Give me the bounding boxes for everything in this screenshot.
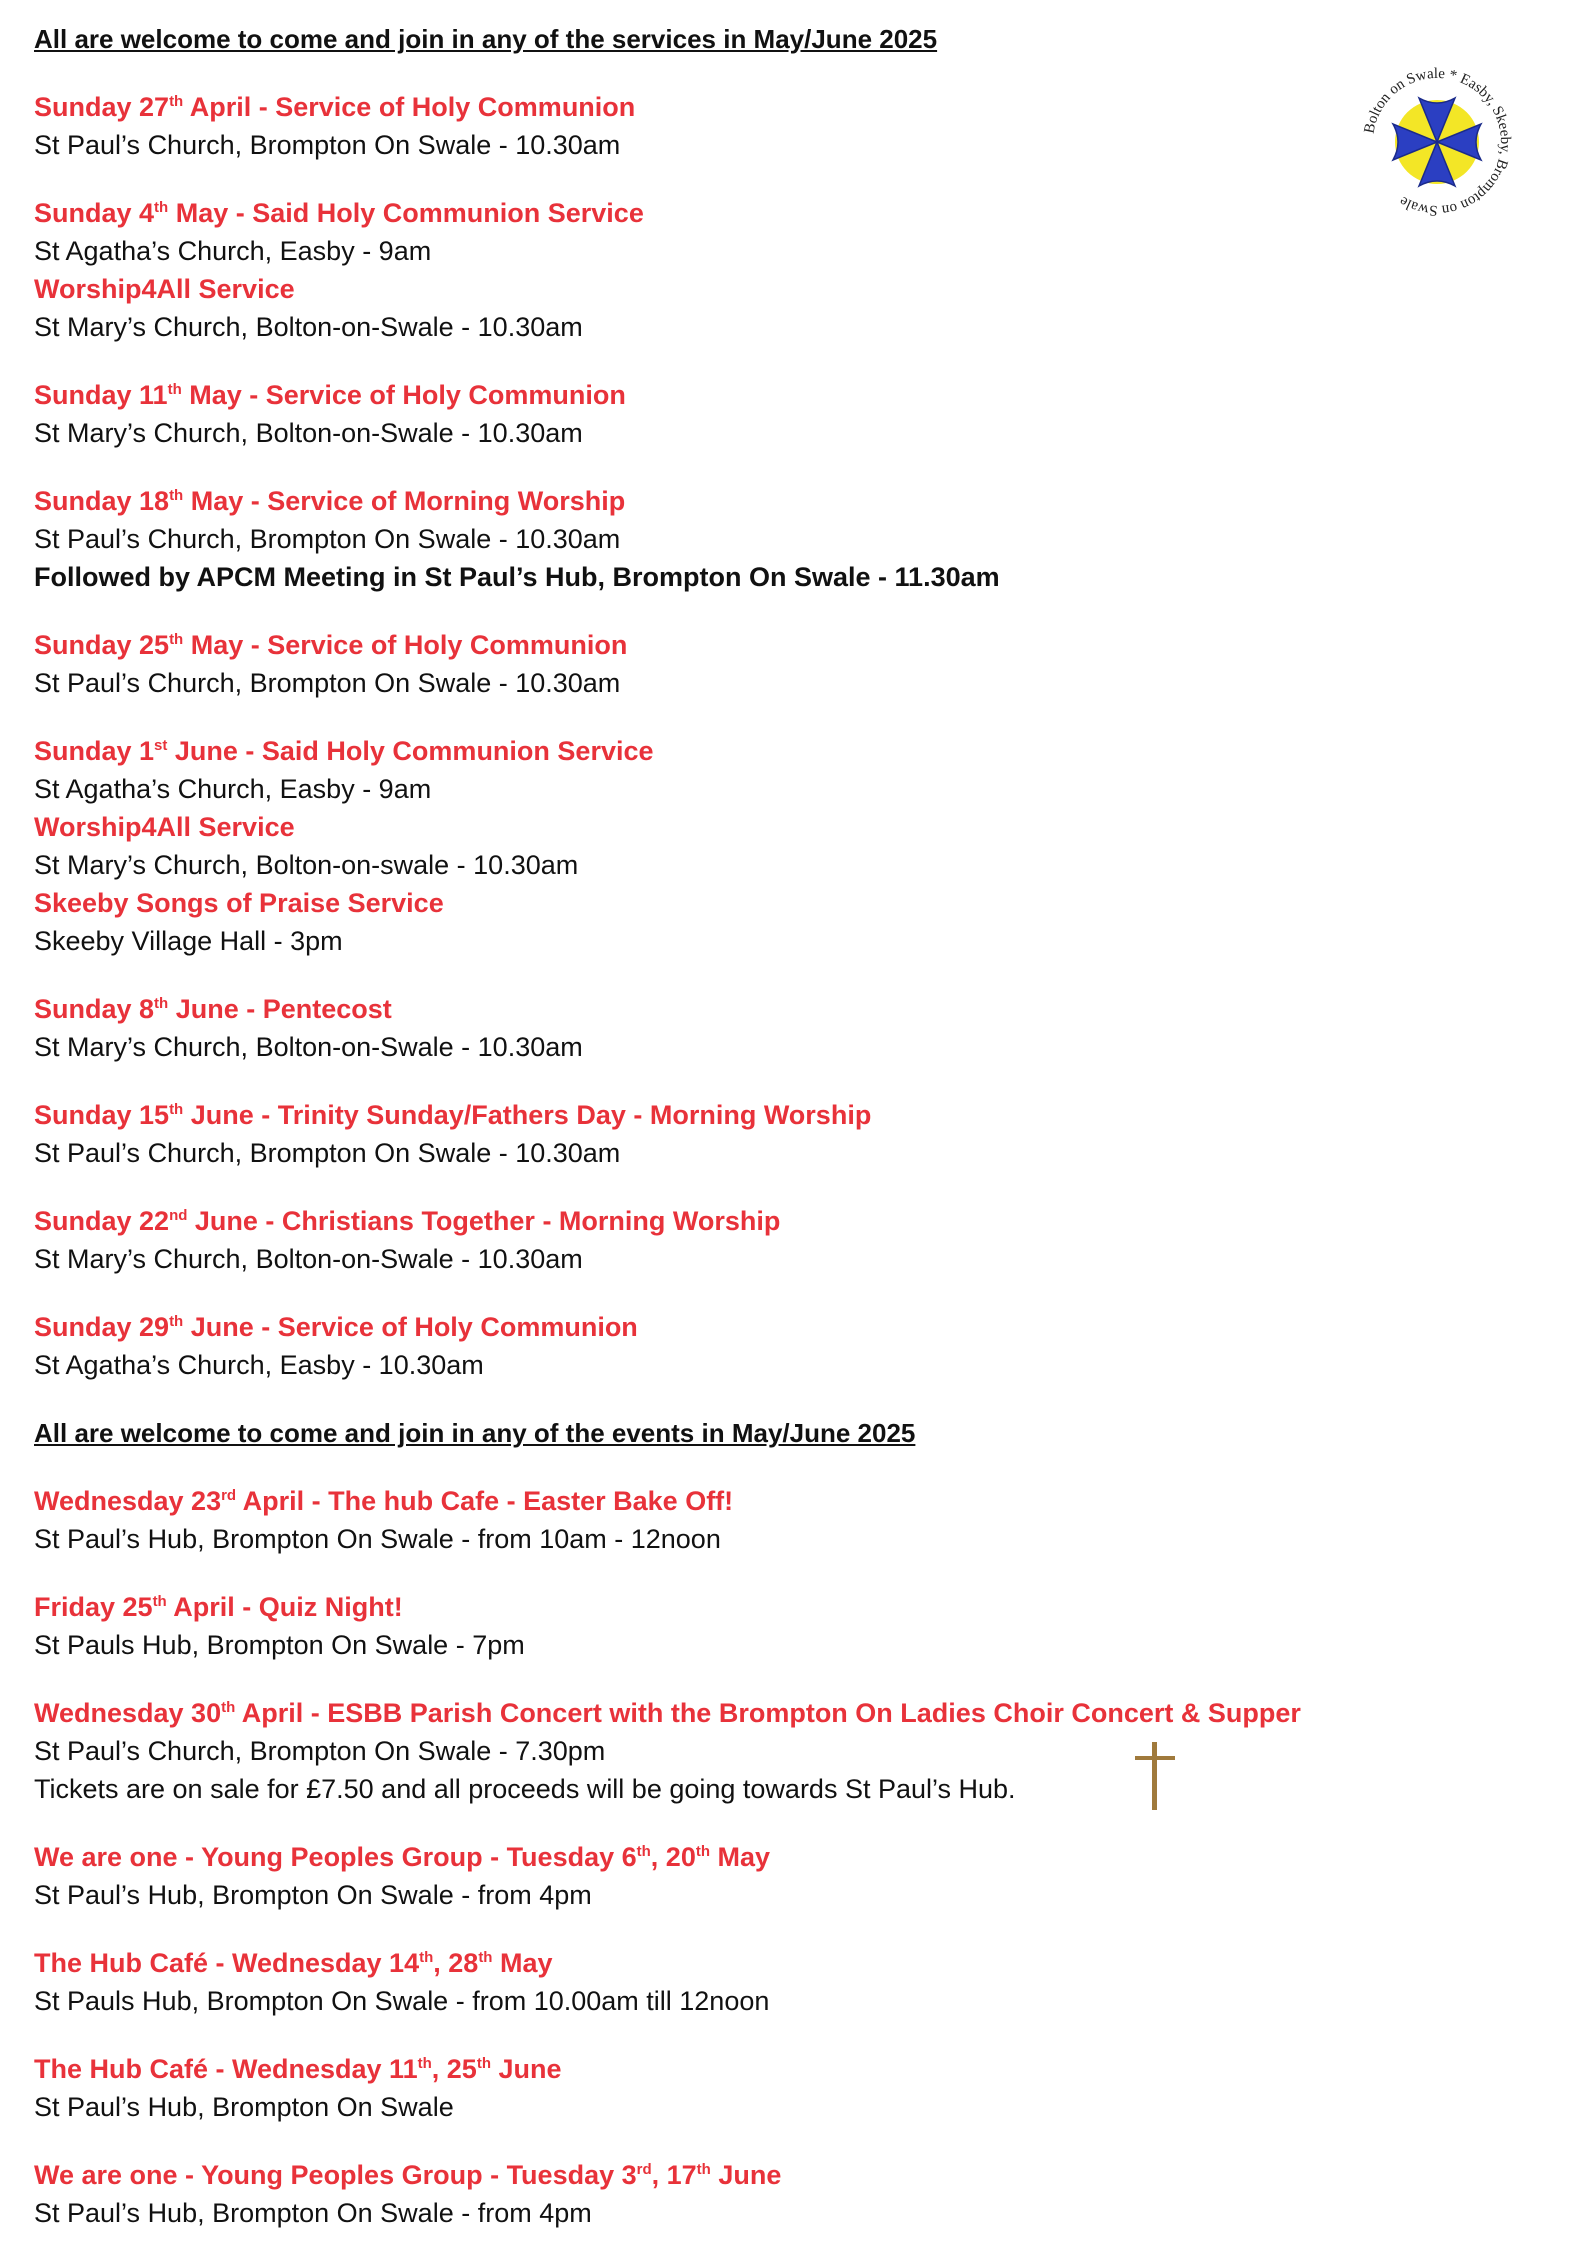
title-text: Worship4All Service xyxy=(34,274,295,304)
location-line: St Agatha’s Church, Easby - 9am xyxy=(34,774,432,804)
event-title xyxy=(34,1838,1364,1876)
ordinal-suffix: th xyxy=(169,1101,184,1118)
service-title xyxy=(34,482,1364,520)
title-text: May - Service of Holy Communion xyxy=(183,630,628,660)
title-text: May - Said Holy Communion Service xyxy=(168,198,644,228)
service-title xyxy=(34,376,1364,414)
location-line: St Paul’s Church, Brompton On Swale - 7.30pm xyxy=(34,1736,606,1766)
ordinal-suffix: th xyxy=(221,1699,236,1716)
title-text: We are one - Young Peoples Group - Tuesday 3 xyxy=(34,2160,637,2190)
title-text: Sunday 8 xyxy=(34,994,155,1024)
event-title xyxy=(34,2050,1364,2088)
title-text: May xyxy=(492,1948,553,1978)
location-line: St Paul’s Church, Brompton On Swale - 10.30am xyxy=(34,668,621,698)
title-text: , 20 xyxy=(650,1842,696,1872)
ordinal-suffix: th xyxy=(169,487,184,504)
location-line: St Paul’s Hub, Brompton On Swale xyxy=(34,2092,454,2122)
title-text: The Hub Café - Wednesday 14 xyxy=(34,1948,420,1978)
event-entry xyxy=(34,2050,1364,2126)
title-text: Wednesday 23 xyxy=(34,1486,222,1516)
parish-logo xyxy=(1357,62,1517,222)
location-line: St Mary’s Church, Bolton-on-Swale - 10.30am xyxy=(34,418,583,448)
notice-line: Followed by APCM Meeting in St Paul’s Hub, Brompton On Swale - 11.30am xyxy=(34,562,1000,592)
title-text: Sunday 1 xyxy=(34,736,155,766)
location-line: Skeeby Village Hall - 3pm xyxy=(34,926,343,956)
title-text: Sunday 27 xyxy=(34,92,170,122)
title-text: Skeeby Songs of Praise Service xyxy=(34,888,444,918)
event-title xyxy=(34,1694,1364,1732)
ordinal-suffix: th xyxy=(169,1313,184,1330)
service-entry xyxy=(34,1096,1364,1172)
service-entry xyxy=(34,482,1364,596)
service-title xyxy=(34,808,1364,846)
title-text: We are one - Young Peoples Group - Tuesday 6 xyxy=(34,1842,637,1872)
title-text: Sunday 29 xyxy=(34,1312,170,1342)
location-line: St Paul’s Hub, Brompton On Swale - from 10am - 12noon xyxy=(34,1524,721,1554)
ordinal-suffix: th xyxy=(154,199,169,216)
location-line: St Paul’s Church, Brompton On Swale - 10.30am xyxy=(34,130,621,160)
title-text: June - Said Holy Communion Service xyxy=(167,736,654,766)
service-entry xyxy=(34,376,1364,452)
cross-icon xyxy=(1130,1740,1180,1812)
title-text: Sunday 25 xyxy=(34,630,170,660)
title-text: Sunday 11 xyxy=(34,380,168,410)
title-text: Worship4All Service xyxy=(34,812,295,842)
ordinal-suffix: st xyxy=(154,737,168,754)
service-title xyxy=(34,884,1364,922)
ordinal-suffix: rd xyxy=(221,1487,237,1504)
ordinal-suffix: th xyxy=(169,93,184,110)
service-entry xyxy=(34,194,1364,346)
title-text: June xyxy=(710,2160,782,2190)
location-line: St Mary’s Church, Bolton-on-swale - 10.30am xyxy=(34,850,579,880)
event-entry xyxy=(34,1588,1364,1664)
location-line: St Mary’s Church, Bolton-on-Swale - 10.30am xyxy=(34,312,583,342)
service-title xyxy=(34,1096,1364,1134)
service-entry xyxy=(34,626,1364,702)
ordinal-suffix: th xyxy=(696,2161,711,2178)
ordinal-suffix: th xyxy=(478,1949,493,1966)
title-text: May xyxy=(710,1842,771,1872)
event-title xyxy=(34,1588,1364,1626)
title-text: Sunday 18 xyxy=(34,486,170,516)
location-line: St Agatha’s Church, Easby - 9am xyxy=(34,236,432,266)
ordinal-suffix: th xyxy=(695,1843,711,1860)
title-text: Friday 25 xyxy=(34,1592,153,1622)
ordinal-suffix: rd xyxy=(636,2161,652,2178)
logo-ring-text: Bolton on Swale * Easby, Skeeby, Brompton on Swale xyxy=(1361,65,1514,219)
location-line: St Paul’s Church, Brompton On Swale - 10.30am xyxy=(34,524,621,554)
service-title xyxy=(34,990,1364,1028)
title-text: Sunday 4 xyxy=(34,198,155,228)
location-line: St Mary’s Church, Bolton-on-Swale - 10.30am xyxy=(34,1032,583,1062)
ordinal-suffix: th xyxy=(636,1843,651,1860)
location-line: St Pauls Hub, Brompton On Swale - 7pm xyxy=(34,1630,525,1660)
location-line: St Pauls Hub, Brompton On Swale - from 10.00am till 12noon xyxy=(34,1986,770,2016)
ordinal-suffix: th xyxy=(419,1949,434,1966)
title-text: The Hub Café - Wednesday 11 xyxy=(34,2054,418,2084)
service-entry xyxy=(34,88,1364,164)
service-entry xyxy=(34,1308,1364,1384)
title-text: , 17 xyxy=(651,2160,697,2190)
logo-cross-icon xyxy=(1393,98,1481,186)
title-text: June - Service of Holy Communion xyxy=(183,1312,638,1342)
location-line: St Paul’s Church, Brompton On Swale - 10.30am xyxy=(34,1138,621,1168)
title-text: June - Christians Together - Morning Worship xyxy=(187,1206,781,1236)
event-title xyxy=(34,1944,1364,1982)
title-text: June - Trinity Sunday/Fathers Day - Morning Worship xyxy=(183,1100,872,1130)
title-text: April - The hub Cafe - Easter Bake Off! xyxy=(236,1486,734,1516)
services-heading: All are welcome to come and join in any of the services in May/June 2025 xyxy=(34,24,938,54)
event-entry xyxy=(34,1482,1364,1558)
title-text: April - Service of Holy Communion xyxy=(183,92,636,122)
events-list xyxy=(34,1482,1364,2232)
event-entry xyxy=(34,1944,1364,2020)
ordinal-suffix: th xyxy=(152,1593,167,1610)
service-title xyxy=(34,88,1364,126)
ordinal-suffix: th xyxy=(169,631,184,648)
title-text: May - Service of Holy Communion xyxy=(181,380,626,410)
title-text: May - Service of Morning Worship xyxy=(183,486,626,516)
service-entry xyxy=(34,990,1364,1066)
title-text: Wednesday 30 xyxy=(34,1698,222,1728)
service-title xyxy=(34,194,1364,232)
location-line: St Paul’s Hub, Brompton On Swale - from 4pm xyxy=(34,1880,592,1910)
ordinal-suffix: th xyxy=(167,381,182,398)
event-entry xyxy=(34,1838,1364,1914)
service-title xyxy=(34,732,1364,770)
event-entry xyxy=(34,2156,1364,2232)
service-title xyxy=(34,626,1364,664)
services-list xyxy=(34,88,1364,1384)
events-heading: All are welcome to come and join in any of the events in May/June 2025 xyxy=(34,1418,916,1448)
ordinal-suffix: th xyxy=(476,2055,491,2072)
service-title xyxy=(34,1308,1364,1346)
service-title xyxy=(34,1202,1364,1240)
location-line: St Paul’s Hub, Brompton On Swale - from 4pm xyxy=(34,2198,592,2228)
title-text: Sunday 22 xyxy=(34,1206,170,1236)
service-title xyxy=(34,270,1364,308)
location-line: Tickets are on sale for £7.50 and all proceeds will be going towards St Paul’s Hub. xyxy=(34,1774,1016,1804)
event-title xyxy=(34,1482,1364,1520)
title-text: April - ESBB Parish Concert with the Brompton On Ladies Choir Concert & Supper xyxy=(235,1698,1301,1728)
ordinal-suffix: th xyxy=(417,2055,432,2072)
title-text: June xyxy=(491,2054,562,2084)
event-title xyxy=(34,2156,1364,2194)
title-text: April - Quiz Night! xyxy=(166,1592,403,1622)
location-line: St Mary’s Church, Bolton-on-Swale - 10.30am xyxy=(34,1244,583,1274)
service-entry xyxy=(34,732,1364,960)
service-entry xyxy=(34,1202,1364,1278)
notice-document xyxy=(34,20,1364,2232)
ordinal-suffix: nd xyxy=(169,1207,188,1224)
title-text: Sunday 15 xyxy=(34,1100,170,1130)
title-text: June - Pentecost xyxy=(168,994,392,1024)
ordinal-suffix: th xyxy=(154,995,169,1012)
title-text: , 25 xyxy=(431,2054,477,2084)
title-text: , 28 xyxy=(433,1948,479,1978)
location-line: St Agatha’s Church, Easby - 10.30am xyxy=(34,1350,484,1380)
